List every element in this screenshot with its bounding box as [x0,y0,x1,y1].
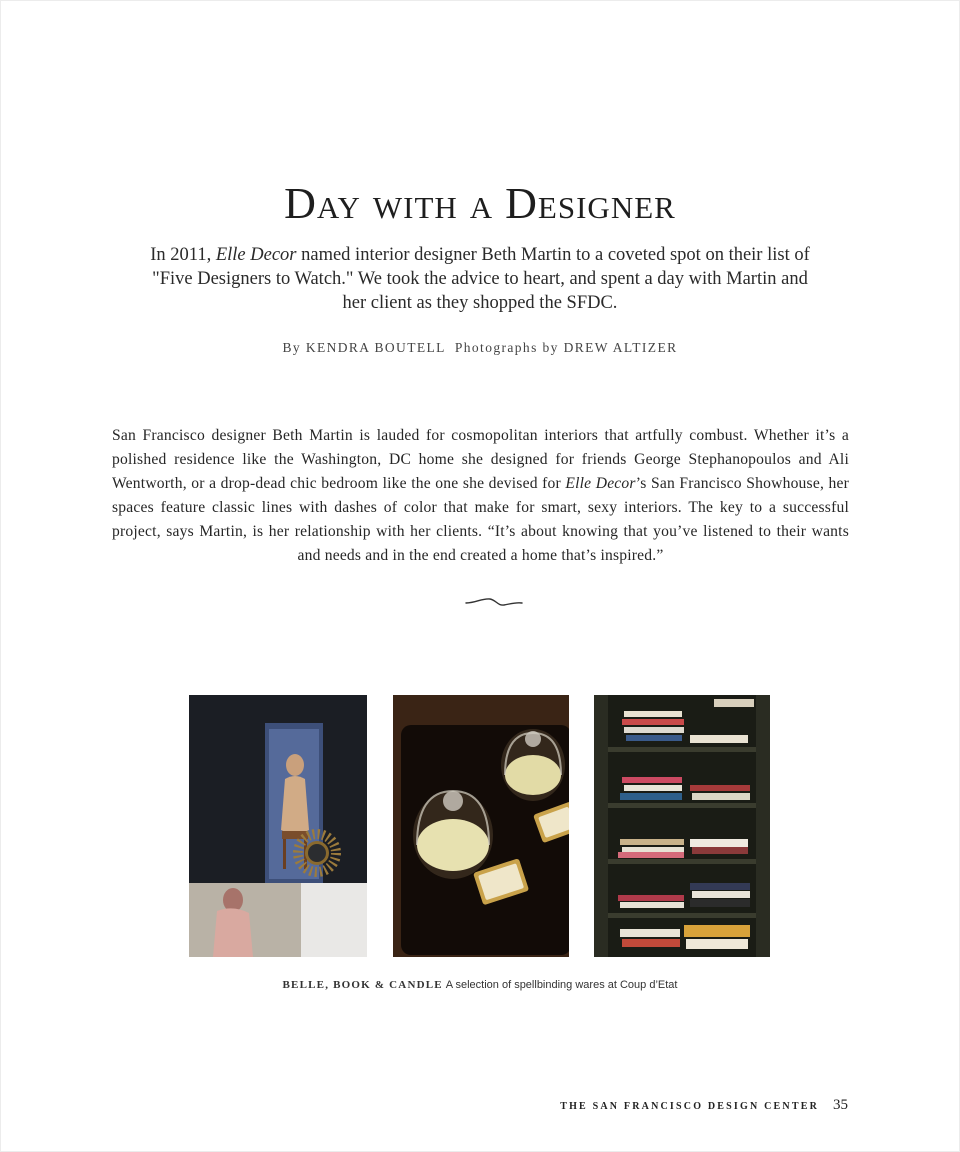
article-dek [140,243,820,315]
caption-heading: BELLE, BOOK & CANDLE [282,979,443,991]
page-title: Day with a Designer [284,179,676,228]
photo-artwork-mirror [189,695,367,957]
page-footer [560,1097,848,1114]
body-publication: Elle Decor [565,475,636,492]
photo-bookshelf [594,695,770,957]
article-body [112,424,849,568]
footer-publication: THE SAN FRANCISCO DESIGN CENTER [560,1101,819,1112]
flourish-ornament [464,594,524,610]
dek-publication: Elle Decor [215,245,297,265]
dek-text-end: named interior designer Beth Martin to a coveted spot on their list of "Five Designers to Watch." We took the advice to heart, and spent a day with Martin and her client as they shopped the SFDC. [152,245,810,313]
body-text-end: ’s San Francisco Showhouse, her spaces feature classic lines with dashes of color that make for smart, sexy interiors. The key to a successful project, says Martin, is her relationship with her clients. “It’s about knowing that you’ve listened to their wants and needs and in the end created a home that’s inspired.” [112,475,849,564]
caption-text: A selection of spellbinding wares at Coup d’Etat [445,979,678,991]
photo-caption [0,979,960,991]
byline: By KENDRA BOUTELL Photographs by DREW ALTIZER [282,340,678,355]
dek-text-start: In 2011, [150,245,216,265]
body-text-start: San Francisco designer Beth Martin is lauded for cosmopolitan interiors that artfully combust. Whether it’s a polished residence like the Washington, DC home she designed for friends George Stephanopoulos and Ali Wentworth, or a drop-dead chic bedroom like the one she devised for [112,427,849,492]
page-number: 35 [833,1097,848,1113]
photo-glass-cloches [393,695,569,957]
